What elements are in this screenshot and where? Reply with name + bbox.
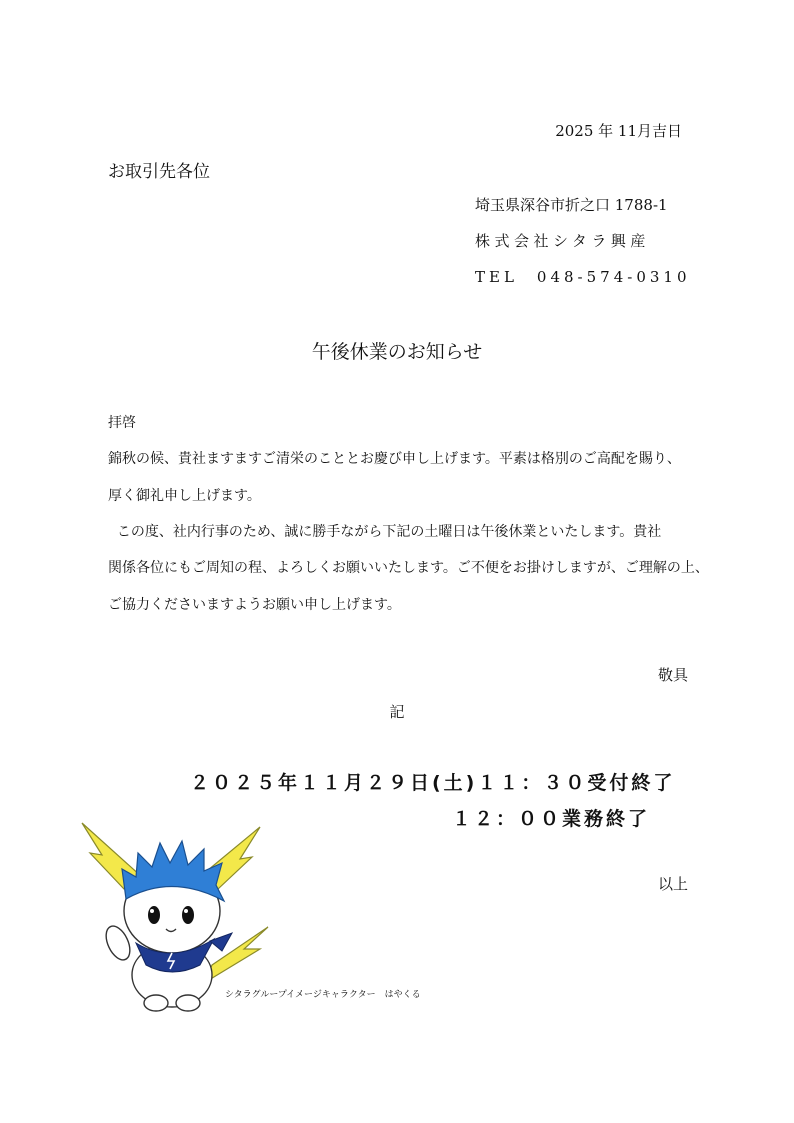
- ki-heading: 記: [389, 703, 405, 721]
- closing-keigu: 敬具: [657, 666, 688, 684]
- closure-date-line: ２０２５年１１月２９日(土)１１：３０受付終了: [190, 772, 676, 794]
- paragraph-2-line-1: [108, 521, 661, 541]
- document-title: 午後休業のお知らせ: [311, 341, 483, 363]
- sender-address: 埼玉県深谷市折之口 1788-1: [475, 196, 668, 214]
- sender-company: 株式会社シタラ興産: [475, 232, 650, 250]
- paragraph-1-line-2: 厚く御礼申し上げます。: [108, 488, 261, 504]
- paragraph-2-line-3: ご協力くださいますようお願い申し上げます。: [108, 597, 401, 613]
- sender-tel: TEL 048-574-0310: [475, 268, 691, 286]
- document-date: 2025 年 11月吉日: [555, 122, 682, 140]
- paragraph-2-line-1-text: この度、社内行事のため、誠に勝手ながら下記の土曜日は午後休業といたします。貴社: [116, 524, 662, 540]
- paragraph-1-line-1: 錦秋の候、貴社ますますご清栄のこととお慶び申し上げます。平素は格別のご高配を賜り、: [108, 451, 681, 467]
- closing-ijo: 以上: [657, 875, 688, 893]
- opening-greeting: 拝啓: [108, 415, 136, 431]
- recipient: お取引先各位: [108, 162, 210, 182]
- closure-time-line: １２：００業務終了: [452, 808, 651, 830]
- paragraph-2-line-2: 関係各位にもご周知の程、よろしくお願いいたします。ご不便をお掛けしますが、ご理解の上、: [108, 560, 709, 576]
- mascot-caption: シタラグループイメージキャラクター はやくる: [225, 990, 421, 1000]
- mascot-hayakuru-icon: [72, 815, 277, 1015]
